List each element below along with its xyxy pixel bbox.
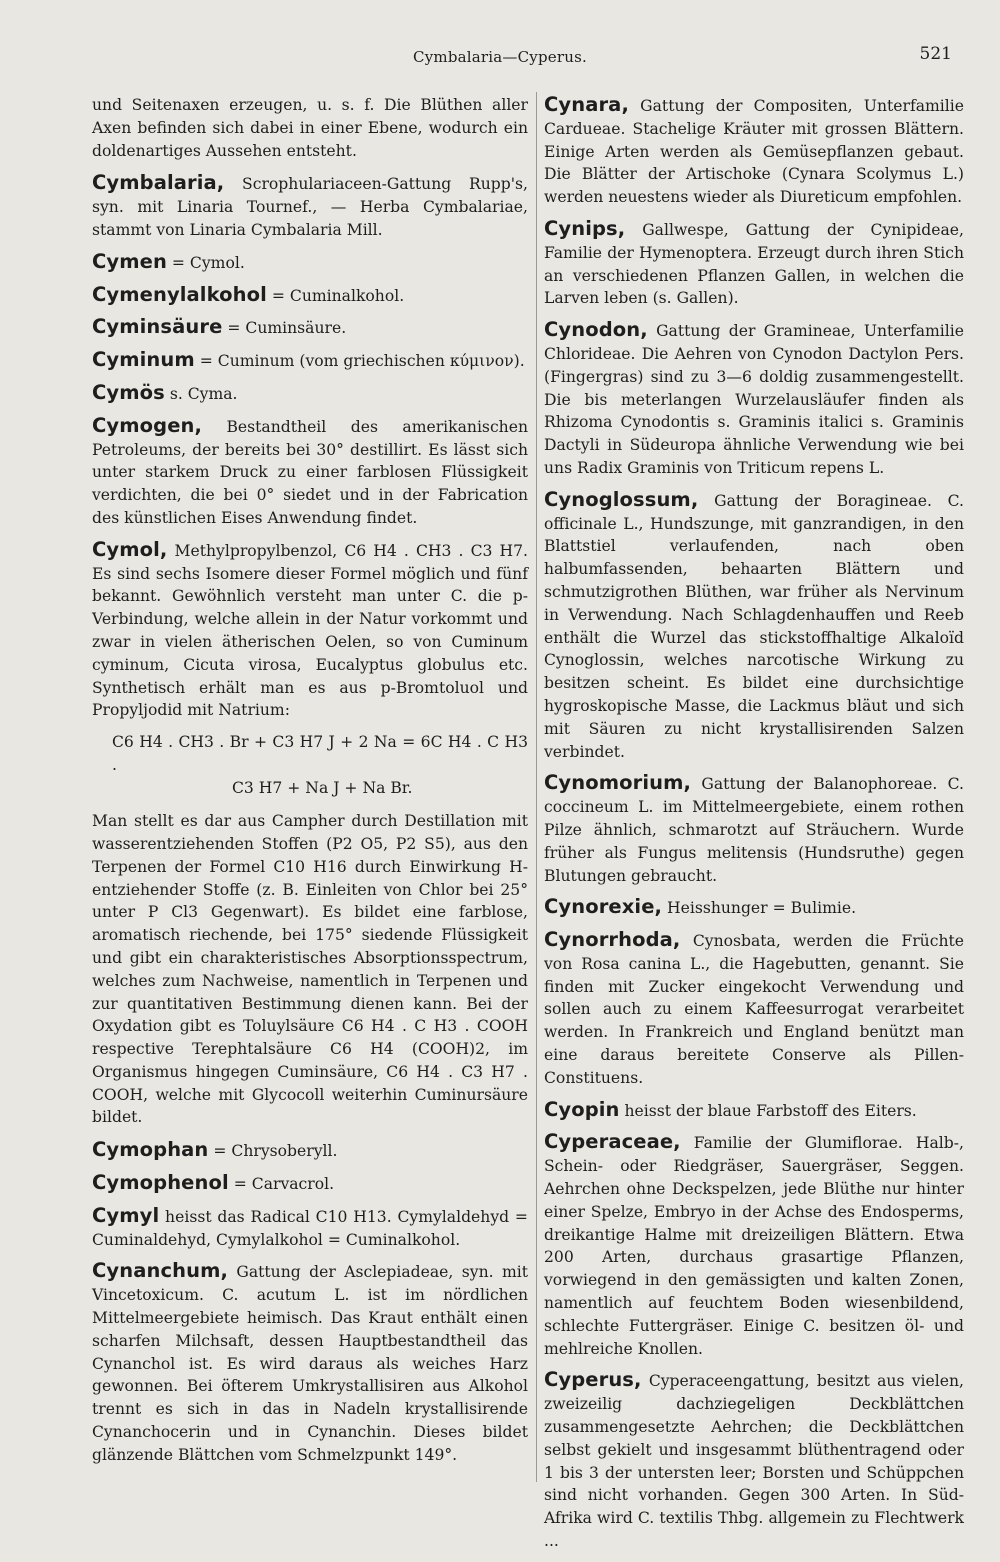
entry-cynorrhoda [544,929,964,1090]
entry-headword: Cymophan [92,1138,209,1162]
entry-headword: Cyminum [92,348,195,372]
entry-text: Scrophulariaceen-Gattung Rupp's, syn. mit Linaria Tournef., — Herba Cymbalariae, stammt von Linaria Cymbalaria Mill. [92,175,528,239]
entry-headword: Cymbalaria, [92,171,225,195]
entry-cynara [544,94,964,209]
entry-headword: Cynara, [544,93,629,116]
entry-cyperaceae [544,1131,964,1360]
entry-headword: Cymogen, [92,413,203,437]
entry-cymol [92,539,528,722]
entry-text: = Chrysoberyll. [208,1142,338,1161]
chemical-formula [112,731,528,800]
entry-text: = Cuminalkohol. [266,286,405,305]
entry-text: Gallwespe, Gattung der Cynipideae, Familie der Hymenoptera. Erzeugt durch ihren Stich an verschiedenen Pflanzen Gallen, in welchen die Larven leben (s. Gallen). [544,220,964,308]
entry-headword: Cyperaceae, [544,1130,681,1154]
entry-cymol-continued: Man stellt es dar aus Campher durch Destillation mit wasserentziehenden Stoffen (P2 O5, P2 S5), aus den Terpenen der Formel C10 H16 durch Einwirkung H-entziehender Stoffe (z. B. Einleiten von Chlor bei 25° unter P Cl3 Gegenwart). Es bildet eine farblose, aromatisch riechende, bei 175° siedende Flüssigkeit und gibt ein charakteristisches Absorptionsspectrum, welches zum Nachweise, namentlich in Terpenen und zur quantitativen Bestimmung dienen kann. Bei der Oxydation gibt es Toluylsäure C6 H4 . C H3 . COOH respective Terephtalsäure C6 H4 (COOH)2, im Organismus hingegen Cuminsäure, C6 H4 . C3 H7 . COOH, welche mit Glycocoll weiterhin Cuminursäure bildet. [92,812,528,1127]
entry-headword: Cymen [92,249,167,273]
entry-cymoes [92,382,528,406]
entry-text: heisst der blaue Farbstoff des Eiters. [619,1101,917,1120]
entry-cynomorium [544,772,964,887]
entry-cymyl [92,1205,528,1252]
entry-headword: Cymophenol [92,1171,229,1195]
entry-cynanchum [92,1260,528,1466]
entry-headword: Cynanchum, [92,1259,228,1283]
entry-headword: Cymenylalkohol [92,282,267,306]
right-column [544,94,964,1562]
entry-text: = Carvacrol. [228,1175,335,1194]
entry-cynorexie [544,896,964,920]
entry-text: = Cymol. [166,253,245,272]
entry-continuation: und Seitenaxen erzeugen, u. s. f. Die Blüthen aller Axen befinden sich dabei in einer Ebene, wodurch ein doldenartiges Aussehen entsteht. [92,96,528,160]
entry-cymogen [92,415,528,530]
entry-text: Gattung der Boragineae. C. officinale L., Hundszunge, mit ganzrandigen, in den Blattstiel verlaufenden, nach oben halbumfassenden, behaarten Blättern und schmutzigrothen Blüthen, war früher als Nervinum in Verwendung. Nach Schlagdenhauffen und Reeb enthält die Wurzel das stickstoffhaltige Alkaloïd Cynoglossin, welches narcotische Wirkung zu besitzen scheint. Es bildet eine durchsichtige hygroskopische Masse, die Lackmus bläut und sich mit Säuren zu nicht krystallisirenden Salzen verbindet. [544,491,964,761]
entry-cymbalaria [92,172,528,241]
entry-text: Familie der Glumiflorae. Halb-, Schein- oder Riedgräser, Sauergräser, Seggen. Aehrchen ohne Deckspelzen, jede Blüthe nur hinter einer Spelze, Embryo in der Achse des Endosperms, dreikantige Halme mit dreizeiligen Blättern. Etwa 200 Arten, durchaus grasartige Pflanzen, vorwiegend in den gemässigten und kalten Zonen, namentlich auf feuchtem Boden wiesenbildend, schlechte Futtergräser. Einige C. besitzen öl- und mehlreiche Knollen. [544,1134,964,1358]
entry-text: Gattung der Compositen, Unterfamilie Cardueae. Stachelige Kräuter mit grossen Blättern. Einige Arten werden als Gemüsepflanzen gebaut. Die Blätter der Artischoke (Cynara Scolymus L.) werden neuestens wieder als Diureticum empfohlen. [544,97,964,207]
entry-text: s. Cyma. [164,384,238,403]
entry-headword: Cynoglossum, [544,487,699,511]
entry-headword: Cymyl [92,1203,160,1227]
entry-cyperus [544,1369,964,1552]
entry-cynodon [544,319,964,480]
entry-cynoglossum [544,489,964,764]
entry-cymophan [92,1139,528,1163]
entry-headword: Cynorrhoda, [544,928,681,952]
entry-headword: Cyperus, [544,1368,642,1392]
entry-text: Cyperaceengattung, besitzt aus vielen, zweizeilig dachziegeligen Deckblättchen zusammengesetzte Aehrchen; die Deckblättchen selbst gekielt und insgesammt blüthentragend oder 1 bis 3 der untersten leer; Borsten und Schüppchen sind nicht vorhanden. Gegen 300 Arten. In Süd-Afrika wird C. textilis Thbg. allgemein zu Flechtwerk ... [544,1372,964,1551]
entry-headword: Cyminsäure [92,315,223,339]
formula-line: C6 H4 . CH3 . Br + C3 H7 J + 2 Na = 6C H4 . C H3 . [112,733,528,775]
entry-text: Heisshunger = Bulimie. [662,899,857,918]
entry-cymen [92,251,528,275]
running-head: Cymbalaria—Cyperus. [413,48,587,66]
entry-headword: Cynorexie, [544,895,663,919]
entry-text: Gattung der Balanophoreae. C. coccineum L. im Mittelmeergebiete, einem rothen Pilze ähnlich, schmarotzt auf Sträuchern. Wurde früher als Fungus melitensis (Hundsruthe) gegen Blutungen gebraucht. [544,775,964,885]
left-column [92,94,528,1476]
entry-cynips [544,218,964,310]
column-divider [536,92,537,1482]
entry-text: Methylpropylbenzol, C6 H4 . CH3 . C3 H7. Es sind sechs Isomere dieser Formel möglich und fünf bekannt. Gewöhnlich versteht man unter C. die p-Verbindung, welche allein in der Natur vorkommt und zwar in vielen ätherischen Oelen, so von Cuminum cyminum, Cicuta virosa, Eucalyptus globulus etc. Synthetisch erhält man es aus p-Bromtoluol und Propyljodid mit Natrium: [92,541,528,720]
entry-headword: Cyopin [544,1097,620,1121]
entry-cymenylalkohol [92,284,528,308]
entry-cyminum [92,349,528,373]
entry-text: = Cuminum (vom griechischen κύμινον). [194,352,525,371]
entry-text: Gattung der Asclepiadeae, syn. mit Vincetoxicum. C. acutum L. ist im nördlichen Mittelmeergebiete heimisch. Das Kraut enthält einen scharfen Milchsaft, dessen Hauptbestandtheil das Cynanchol ist. Es wird daraus als weiches Harz gewonnen. Bei öfterem Umkrystallisiren aus Alkohol trennt es sich in das in Nadeln krystallisirende Cynanchocerin und in Cynanchin. Dieses bildet glänzende Blättchen vom Schmelzpunkt 149°. [92,1263,528,1464]
entry-text: = Cuminsäure. [222,319,347,338]
entry-headword: Cymol, [92,537,168,561]
entry-headword: Cynomorium, [544,771,692,795]
entry-text: Bestandtheil des amerikanischen Petroleums, der bereits bei 30° destillirt. Es lässt sich unter starkem Druck zu einer farblosen Flüssigkeit verdichten, die bei 0° siedet und in der Fabrication des künstlichen Eises Anwendung findet. [92,417,528,527]
entry-text: heisst das Radical C10 H13. Cymylaldehyd = Cuminaldehyd, Cymylalkohol = Cuminalkohol. [92,1207,528,1249]
entry-cyminsaeure [92,316,528,340]
entry-text: Cynosbata, werden die Früchte von Rosa canina L., die Hagebutten, genannt. Sie finden mit Zucker eingekocht Verwendung und sollen auch zu einem Kaffeesurrogat verarbeitet werden. In Frankreich und England benützt man eine daraus bereitete Conserve als Pillen-Constituens. [544,932,964,1087]
entry-cyopin [544,1099,964,1123]
page-number: 521 [919,44,952,64]
formula-line: C3 H7 + Na J + Na Br. [232,779,413,798]
entry-cymophenol [92,1172,528,1196]
entry-headword: Cynodon, [544,318,648,342]
entry-headword: Cynips, [544,216,626,240]
entry-text: Gattung der Gramineae, Unterfamilie Chlorideae. Die Aehren von Cynodon Dactylon Pers. (Fingergras) sind zu 3—6 doldig zusammengestellt. Die bis meterlangen Wurzelausläufer finden als Rhizoma Cynodontis s. Graminis italici s. Graminis Dactyli in Südeuropa ähnliche Verwendung wie bei uns Radix Graminis von Triticum repens L. [544,322,964,477]
entry-headword: Cymös [92,380,165,404]
